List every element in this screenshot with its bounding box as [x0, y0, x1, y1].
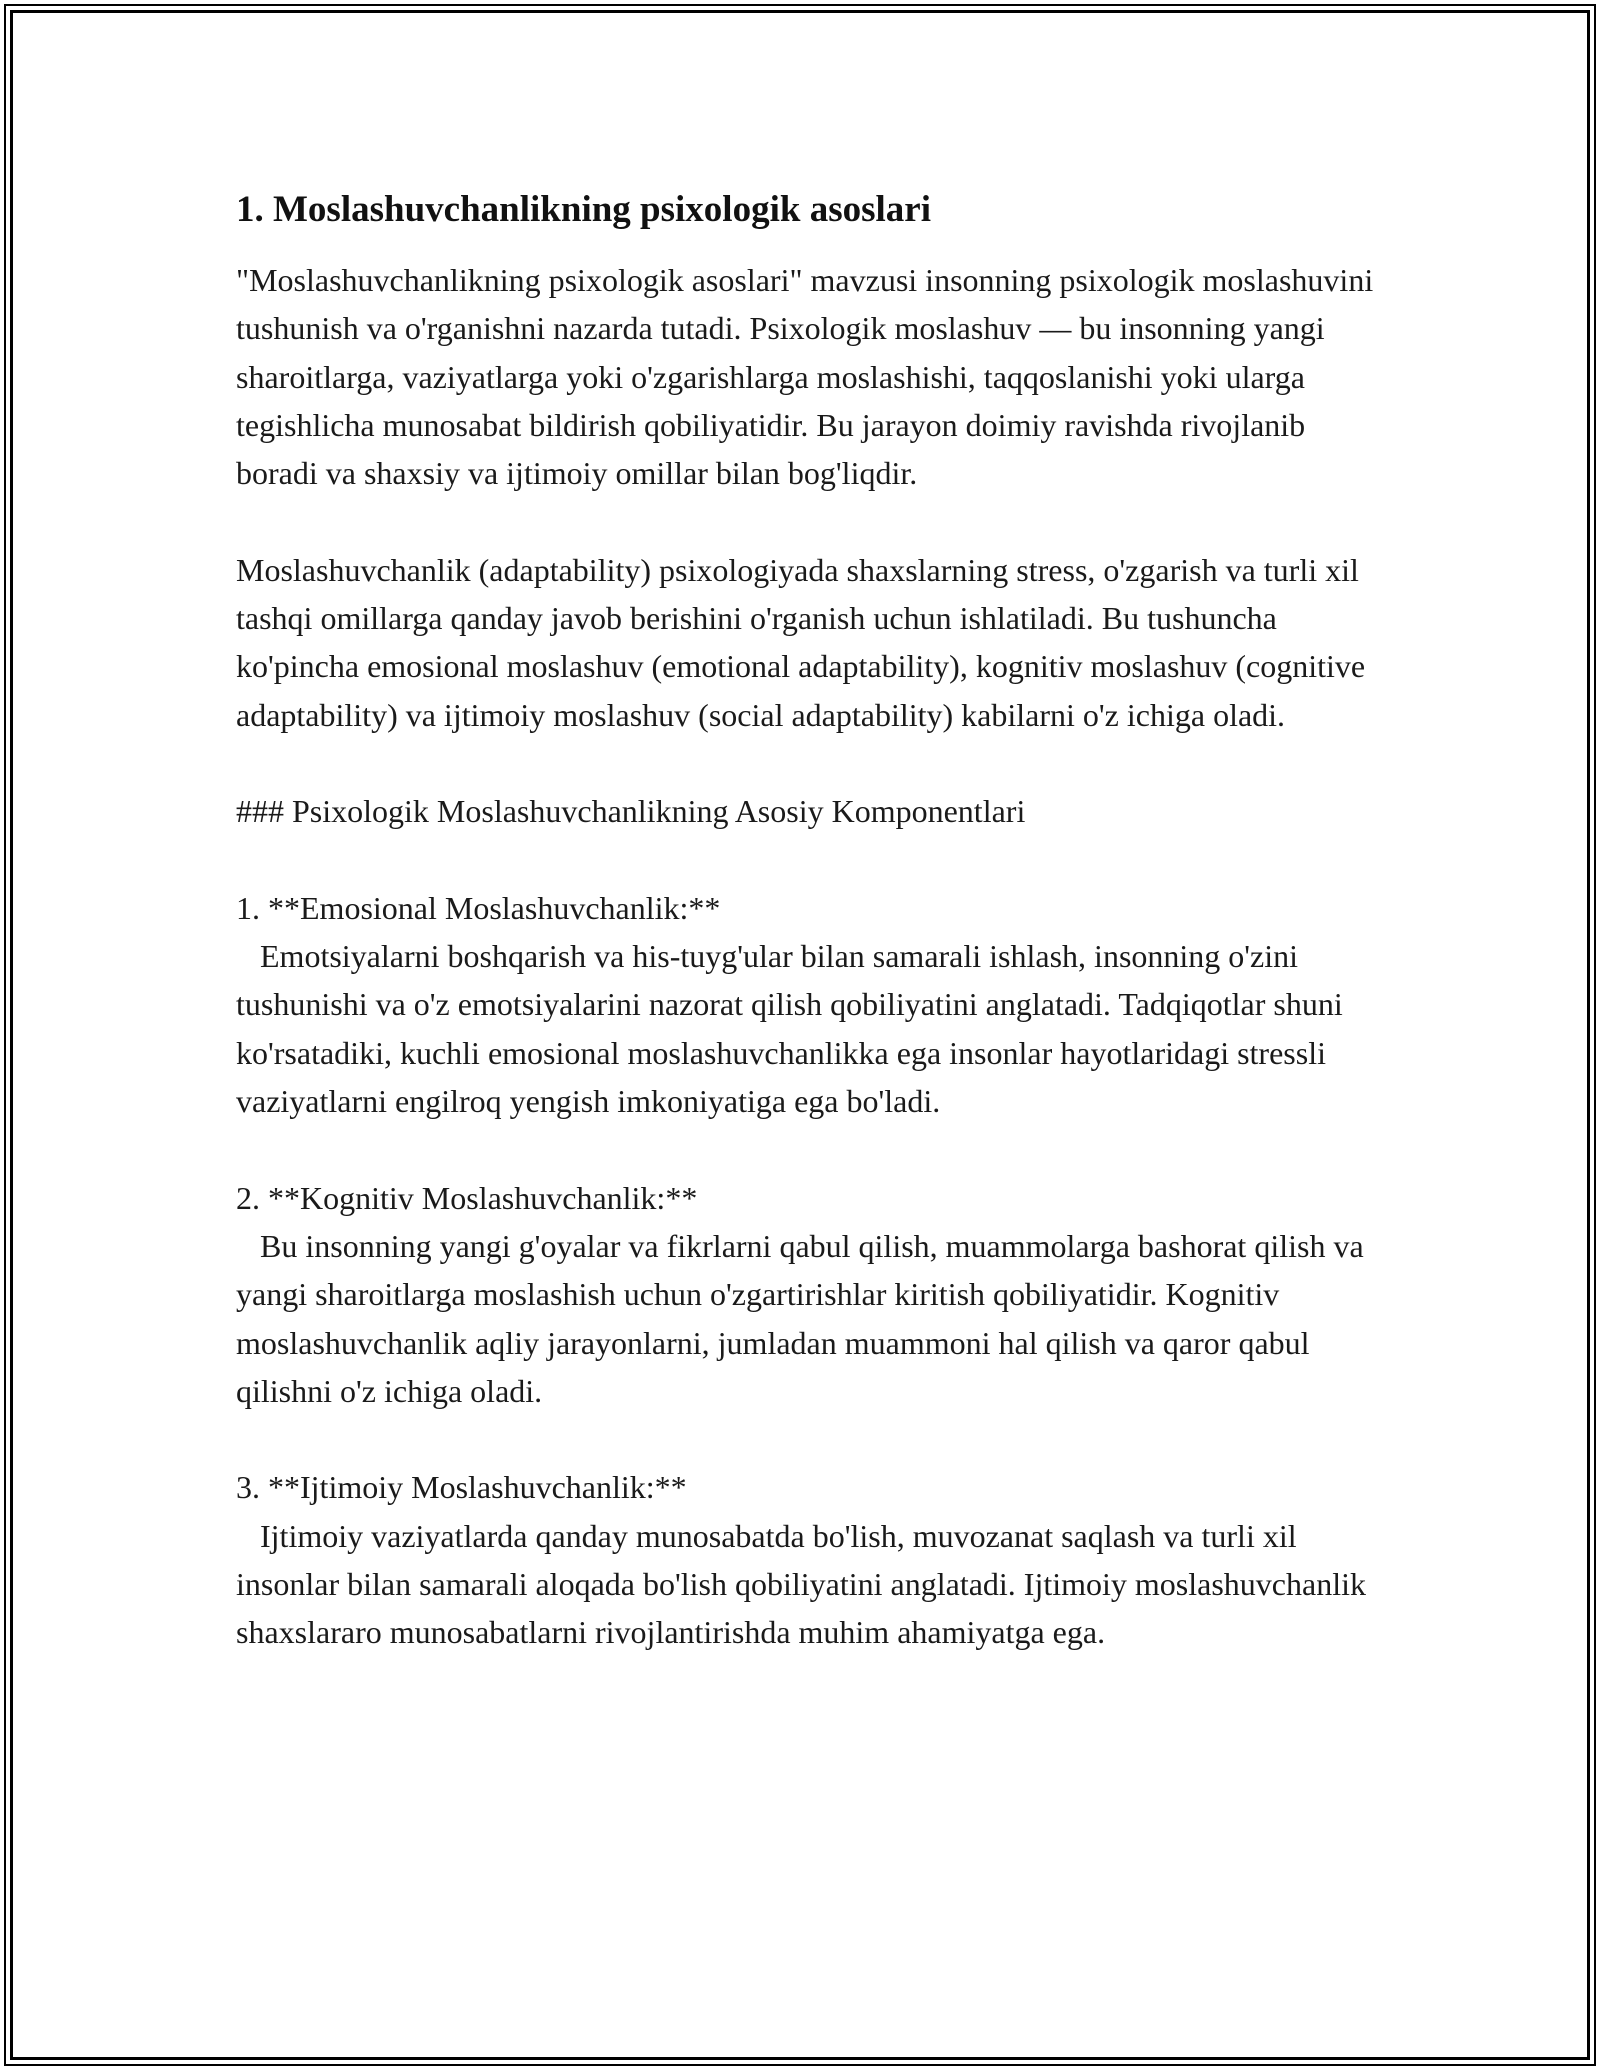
list-item-cognitive: 2. **Kognitiv Moslashuvchanlik:** Bu insonning yangi g'oyalar va fikrlarni qabul qilish, muammolarga bashorat qilish va yangi sharoitlarga moslashish uchun o'zgartirishlar kiritish qobiliyatidir. Kognitiv moslashuvchanlik aqliy jarayonlarni, jumladan muammoni hal qilish va qaror qabul qilishni o'z ichiga oladi.	[236, 1179, 1364, 1409]
list-item-social: 3. **Ijtimoiy Moslashuvchanlik:** Ijtimoiy vaziyatlarda qanday munosabatda bo'lish, muvozanat saqlash va turli xil insonlar bilan samarali aloqada bo'lish qobiliyatini anglatadi. Ijtimoiy moslashuvchanlik shaxslararo munosabatlarni rivojlantirishda muhim ahamiyatga ega.	[236, 1469, 1366, 1651]
paragraph-intro: "Moslashuvchanlikning psixologik asoslari" mavzusi insonning psixologik moslashuvini tushunish va o'rganishni nazarda tutadi. Psixologik moslashuv — bu insonning yangi sharoitlarga, vaziyatlarga yoki o'zgarishlarga moslashishi, taqqoslanishi yoki ularga tegishlicha munosabat bildirish qobiliyatidir. Bu jarayon doimiy ravishda rivojlanib boradi va shaxsiy va ijtimoiy omillar bilan bog'liqdir.	[236, 262, 1382, 492]
document-title: 1. Moslashuvchanlikning psixologik asoslari	[236, 189, 931, 230]
paragraph-adaptability: Moslashuvchanlik (adaptability) psixologiyada shaxslarning stress, o'zgarish va turli xil tashqi omillarga qanday javob berishini o'rganish uchun ishlatiladi. Bu tushuncha ko'pincha emosional moslashuv (emotional adaptability), kognitiv moslashuv (cognitive adaptability) va ijtimoiy moslashuv (social adaptability) kabilarni o'z ichiga oladi.	[236, 551, 1374, 733]
list-item-emotional: 1. **Emosional Moslashuvchanlik:** Emotsiyalarni boshqarish va his-tuyg'ular bilan samarali ishlash, insonning o'zini tushunishi va o'z emotsiyalarini nazorat qilish qobiliyatini anglatadi. Tadqiqotlar shuni ko'rsatadiki, kuchli emosional moslashuvchanlikka ega insonlar hayotlaridagi stressli vaziyatlarni engilroq yengish imkoniyatiga ega bo'ladi.	[236, 889, 1343, 1120]
document-body	[236, 186, 1386, 1657]
section-heading-components: ### Psixologik Moslashuvchanlikning Asosiy Komponentlari	[236, 793, 1026, 830]
